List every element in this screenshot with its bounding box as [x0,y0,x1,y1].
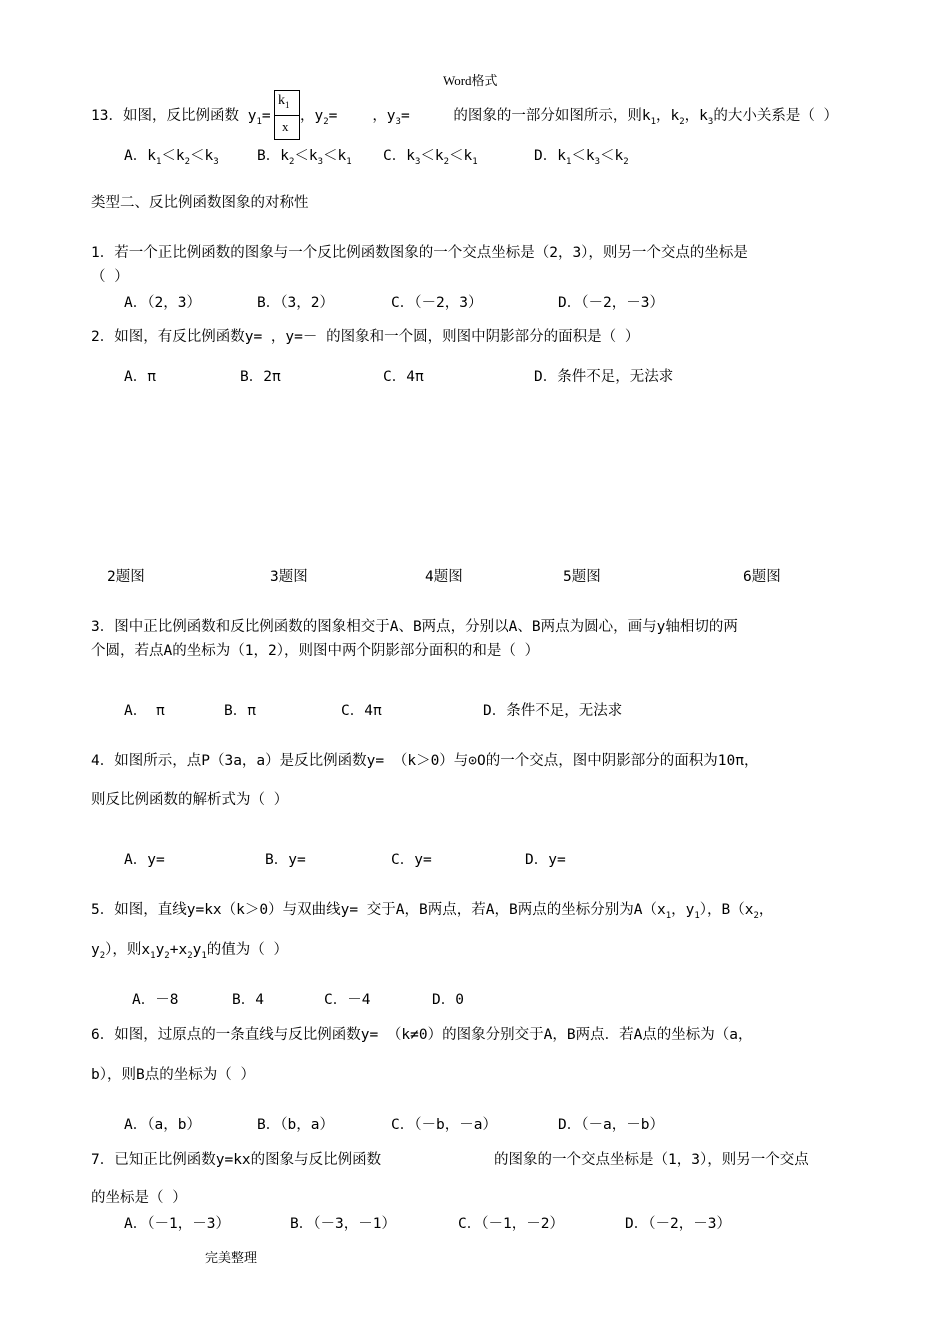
q6-line1: 6．如图，过原点的一条直线与反比例函数y= （k≠0）的图象分别交于A，B两点．若A点的坐标为（a， [91,1027,753,1043]
q1-line1: 1．若一个正比例函数的图象与一个反比例函数图象的一个交点坐标是（2，3），则另一个交点的坐标是 [91,245,748,261]
q2-line1: 2．如图，有反比例函数y= ，y=－ 的图象和一个圆，则图中阴影部分的面积是（ ） [91,329,640,345]
q13-line1-rest: ，$y_2=$ ，$y_3=$ 的图象的一部分如图所示，则$k_1$，$k_2$，$k_3$的大小关系是（ ） [300,108,839,127]
q6-option-d: D．（－a，－b） [558,1117,664,1133]
q3-line2: 个圆，若点A的坐标为（1，2），则图中两个阴影部分面积的和是（ ） [91,643,540,659]
q4-option-b: B．y= [265,852,306,868]
q1-option-b: B．（3，2） [257,295,334,311]
q3-option-b: B．π [224,703,256,719]
q2-option-a: A．π [124,369,156,385]
q3-option-d: D．条件不足，无法求 [483,703,623,719]
q3-line1: 3．图中正比例函数和反比例函数的图象相交于A、B两点，分别以A、B两点为圆心，画与y轴相切的两 [91,619,738,635]
q6-line2: b），则B点的坐标为（ ） [91,1067,255,1083]
q13-line1: 13．如图，反比例函数 $y_1=$ [91,108,271,127]
q5-line2: $y_2$），则$x_1y_2+x_2y_1$的值为（ ） [91,942,288,961]
q7-line1a: 7．已知正比例函数y=kx的图象与反比例函数 [91,1152,382,1168]
q13-option-b: B．$k_2<k_3<k_1$ [257,148,352,167]
q4-option-c: C．y= [391,852,432,868]
q2-option-c: C．4π [383,369,424,385]
q7-line2: 的坐标是（ ） [91,1190,187,1206]
q2-option-d: D．条件不足，无法求 [534,369,674,385]
q7-option-b: B．（－3，－1） [290,1216,396,1232]
q1-option-a: A．（2，3） [124,295,201,311]
q5-line1: 5．如图，直线y=kx（k＞0）与双曲线y= 交于A，B两点，若A，B两点的坐标分别为$A(x_1$，$y_1$），$B(x_2$， [91,902,774,921]
q4-option-d: D．y= [525,852,566,868]
q7-option-c: C．（－1，－2） [458,1216,564,1232]
q1-option-d: D．（－2，－3） [558,295,664,311]
page-footer: 完美整理 [205,1250,258,1265]
q5-option-d: D．0 [432,992,464,1008]
page-header: Word格式 [443,73,498,88]
q4-option-a: A．y= [124,852,165,868]
q6-option-c: C．（－b，－a） [391,1117,497,1133]
q13-option-c: C．$k_3<k_2<k_1$ [383,148,478,167]
caption-fig2: 2题图 [107,569,145,585]
caption-fig5: 5题图 [563,569,601,585]
q3-option-c: C．4π [341,703,382,719]
q13-option-d: D．$k_1<k_3<k_2$ [534,148,629,167]
q7-option-d: D．（－2，－3） [625,1216,731,1232]
q5-option-c: C．－4 [324,992,371,1008]
caption-fig4: 4题图 [425,569,463,585]
q5-option-a: A．－8 [132,992,179,1008]
q3-option-a: A． π [124,703,165,719]
q1-line2: （ ） [91,269,129,285]
q13-fraction-box: $k_1$ x [274,90,300,140]
q13-option-a: A．$k_1<k_2<k_3$ [124,148,219,167]
q4-line2: 则反比例函数的解析式为（ ） [91,792,289,808]
q6-option-b: B．（b，a） [257,1117,334,1133]
q5-option-b: B．4 [232,992,264,1008]
caption-fig6: 6题图 [743,569,781,585]
q7-line1b: 的图象的一个交点坐标是（1，3），则另一个交点 [494,1152,809,1168]
section-heading: 类型二、反比例函数图象的对称性 [91,195,309,211]
caption-fig3: 3题图 [270,569,308,585]
q7-option-a: A．（－1，－3） [124,1216,230,1232]
q4-line1: 4．如图所示，点P（3a，a）是反比例函数y= （k＞0）与⊙O的一个交点，图中阴影部分的面积为10π， [91,753,759,769]
q1-option-c: C．（－2，3） [391,295,483,311]
q2-option-b: B．2π [240,369,281,385]
q6-option-a: A．（a，b） [124,1117,201,1133]
